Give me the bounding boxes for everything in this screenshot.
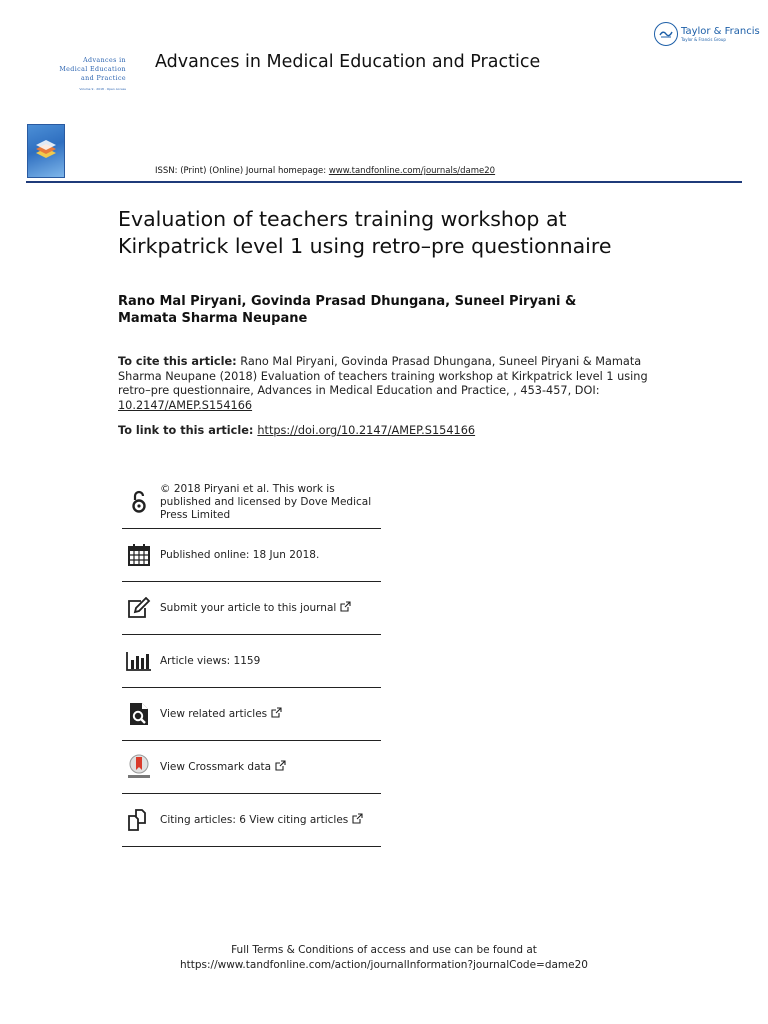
- submit-article-link[interactable]: [160, 601, 351, 615]
- citing-articles-icon: [126, 807, 152, 833]
- journal-logo-line3: and Practice: [81, 75, 126, 82]
- list-item-crossmark[interactable]: [122, 741, 381, 794]
- crossmark-link[interactable]: [160, 760, 286, 774]
- article-authors: Rano Mal Piryani, Govinda Prasad Dhungana, Suneel Piryani & Mamata Sharma Neupane: [118, 294, 577, 326]
- external-link-icon: [275, 760, 286, 771]
- crossmark-label: View Crossmark data: [160, 761, 272, 773]
- published-date: Published online: 18 Jun 2018.: [160, 548, 320, 561]
- citing-articles-label: Citing articles: 6 View citing articles: [160, 814, 349, 826]
- journal-logo: [44, 56, 126, 92]
- list-item-related[interactable]: [122, 688, 381, 741]
- list-item-submit[interactable]: [122, 582, 381, 635]
- list-item-views: [122, 635, 381, 688]
- journal-logo-line4: Volume 9 · 2018 · Open Access: [79, 87, 126, 91]
- article-doi-url[interactable]: https://doi.org/10.2147/AMEP.S154166: [257, 424, 476, 437]
- issn-line: [155, 166, 495, 176]
- open-access-icon: [126, 489, 152, 515]
- journal-homepage-link[interactable]: www.tandfonline.com/journals/dame20: [328, 166, 496, 176]
- crossmark-icon: [126, 754, 152, 780]
- search-document-icon: [126, 701, 152, 727]
- edit-icon: [126, 595, 152, 621]
- journal-title: Advances in Medical Education and Practice: [155, 52, 541, 72]
- article-link-row: [118, 424, 475, 437]
- journal-logo-line1: Advances in: [83, 57, 126, 64]
- related-articles-link[interactable]: [160, 707, 282, 721]
- related-articles-label: View related articles: [160, 708, 268, 720]
- publisher-group: Taylor & Francis Group: [681, 36, 726, 42]
- publisher-name: Taylor & Francis: [681, 25, 760, 37]
- cite-label: To cite this article:: [118, 355, 237, 368]
- article-info-list: [122, 476, 381, 847]
- journal-cover-image: [27, 124, 65, 178]
- calendar-icon: [126, 542, 152, 568]
- license-text: © 2018 Piryani et al. This work is published and licensed by Dove Medical Press Limited: [160, 482, 372, 521]
- list-item-citing[interactable]: [122, 794, 381, 847]
- article-title: Evaluation of teachers training workshop at Kirkpatrick level 1 using retro–pre questionnaire: [118, 207, 612, 258]
- citation: [118, 355, 658, 413]
- bar-chart-icon: [126, 648, 152, 674]
- link-label: To link to this article:: [118, 424, 258, 437]
- list-item-published: [122, 529, 381, 582]
- cover-books-icon: [34, 139, 58, 161]
- external-link-icon: [340, 601, 351, 612]
- article-views: Article views: 1159: [160, 654, 261, 667]
- external-link-icon: [271, 707, 282, 718]
- submit-article-label: Submit your article to this journal: [160, 602, 337, 614]
- external-link-icon: [352, 813, 363, 824]
- citing-articles-link[interactable]: [160, 813, 363, 827]
- terms-line1: Full Terms & Conditions of access and use can be found at: [231, 944, 537, 956]
- taylor-francis-emblem-icon: [654, 22, 678, 46]
- publisher-logo[interactable]: [654, 22, 760, 46]
- journal-logo-line2: Medical Education: [59, 66, 126, 73]
- terms-url[interactable]: https://www.tandfonline.com/action/journalInformation?journalCode=dame20: [180, 958, 588, 971]
- issn-label: ISSN: (Print) (Online) Journal homepage:: [155, 166, 329, 176]
- header-divider: [26, 181, 742, 183]
- list-item-license: [122, 476, 381, 529]
- cite-text: Rano Mal Piryani, Govinda Prasad Dhungana, Suneel Piryani & Mamata Sharma Neupane (2018) Evaluation of teachers training workshop at Kirkpatrick level 1 using retro–pre questionnaire, Advances in Medical Education and Practice, , 453-457, DOI:: [118, 355, 648, 397]
- terms-footer: [0, 943, 768, 972]
- doi-link[interactable]: 10.2147/AMEP.S154166: [118, 398, 253, 412]
